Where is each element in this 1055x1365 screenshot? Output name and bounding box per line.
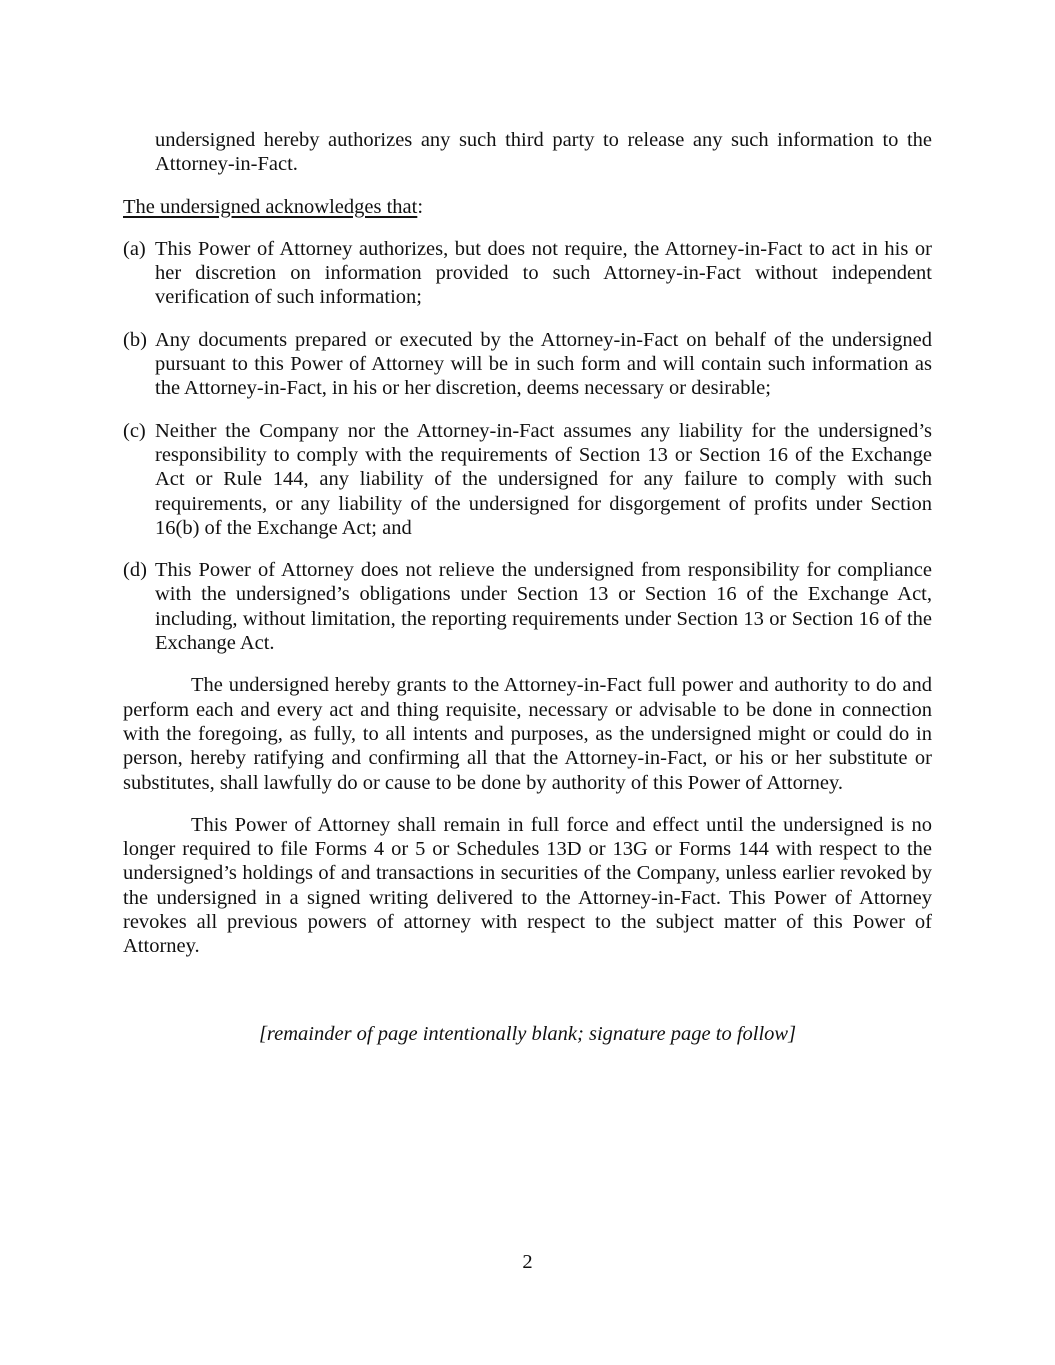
document-content (123, 128, 932, 1066)
page-number: 2 (522, 1251, 533, 1273)
list-item-c-label: (c) (123, 419, 146, 442)
list-item-d-text: This Power of Attorney does not relieve the undersigned from responsibility for compliance with the undersigned’s obligations under Section 13 or Section 16 of the Exchange Act, including, without limitation, the reporting requirements under Section 13 or Section 16 of the Exchange Act. (155, 559, 932, 655)
list-item-a (123, 237, 932, 310)
remainder-of-page-note: [remainder of page intentionally blank; signature page to follow] (258, 1022, 797, 1045)
acknowledgement-heading-colon: : (417, 195, 424, 218)
list-item-d (123, 558, 932, 655)
acknowledgement-heading-underlined-text: The undersigned acknowledges that (123, 195, 418, 218)
intro-continuation-paragraph: undersigned hereby authorizes any such third party to release any such information to the Attorney-in-Fact. (155, 129, 932, 176)
list-item-b-label: (b) (123, 328, 147, 351)
list-item-c (123, 419, 932, 540)
list-item-b-text: Any documents prepared or executed by the Attorney-in-Fact on behalf of the undersigned pursuant to this Power of Attorney will be in such form and will contain such information as the Attorney-in-Fact, in his or her discretion, deems necessary or desirable; (155, 328, 932, 400)
duration-revocation-paragraph: This Power of Attorney shall remain in full force and effect until the undersigned is no longer required to file Forms 4 or 5 or Schedules 13D or 13G or Forms 144 with respect to the undersigned’s holdings of and transactions in securities of the Company, unless earlier revoked by the undersigned in a signed writing delivered to the Attorney-in-Fact. This Power of Attorney revokes all previous powers of attorney with respect to the subject matter of this Power of Attorney. (123, 813, 932, 958)
list-item-b (123, 328, 932, 401)
list-item-a-label: (a) (123, 237, 146, 260)
list-item-c-text: Neither the Company nor the Attorney-in-Fact assumes any liability for the undersigned’s responsibility to comply with the requirements of Section 13 or Section 16 of the Exchange Act or Rule 144, any liability of the undersigned for any failure to comply with such requirements, or any liability of the undersigned for disgorgement of profits under Section 16(b) of the Exchange Act; and (155, 419, 932, 539)
list-item-d-label: (d) (123, 559, 147, 582)
list-item-a-text: This Power of Attorney authorizes, but does not require, the Attorney-in-Fact to act in his or her discretion on information provided to such Attorney-in-Fact without independent verification of such information; (155, 237, 932, 309)
grant-of-authority-paragraph: The undersigned hereby grants to the Attorney-in-Fact full power and authority to do and perform each and every act and thing requisite, necessary or advisable to be done in connection with the foregoing, as fully, to all intents and purposes, as the undersigned might or could do in person, hereby ratifying and confirming all that the Attorney-in-Fact, or his or her substitute or substitutes, shall lawfully do or cause to be done by authority of this Power of Attorney. (123, 674, 932, 794)
acknowledgement-heading (123, 195, 932, 219)
